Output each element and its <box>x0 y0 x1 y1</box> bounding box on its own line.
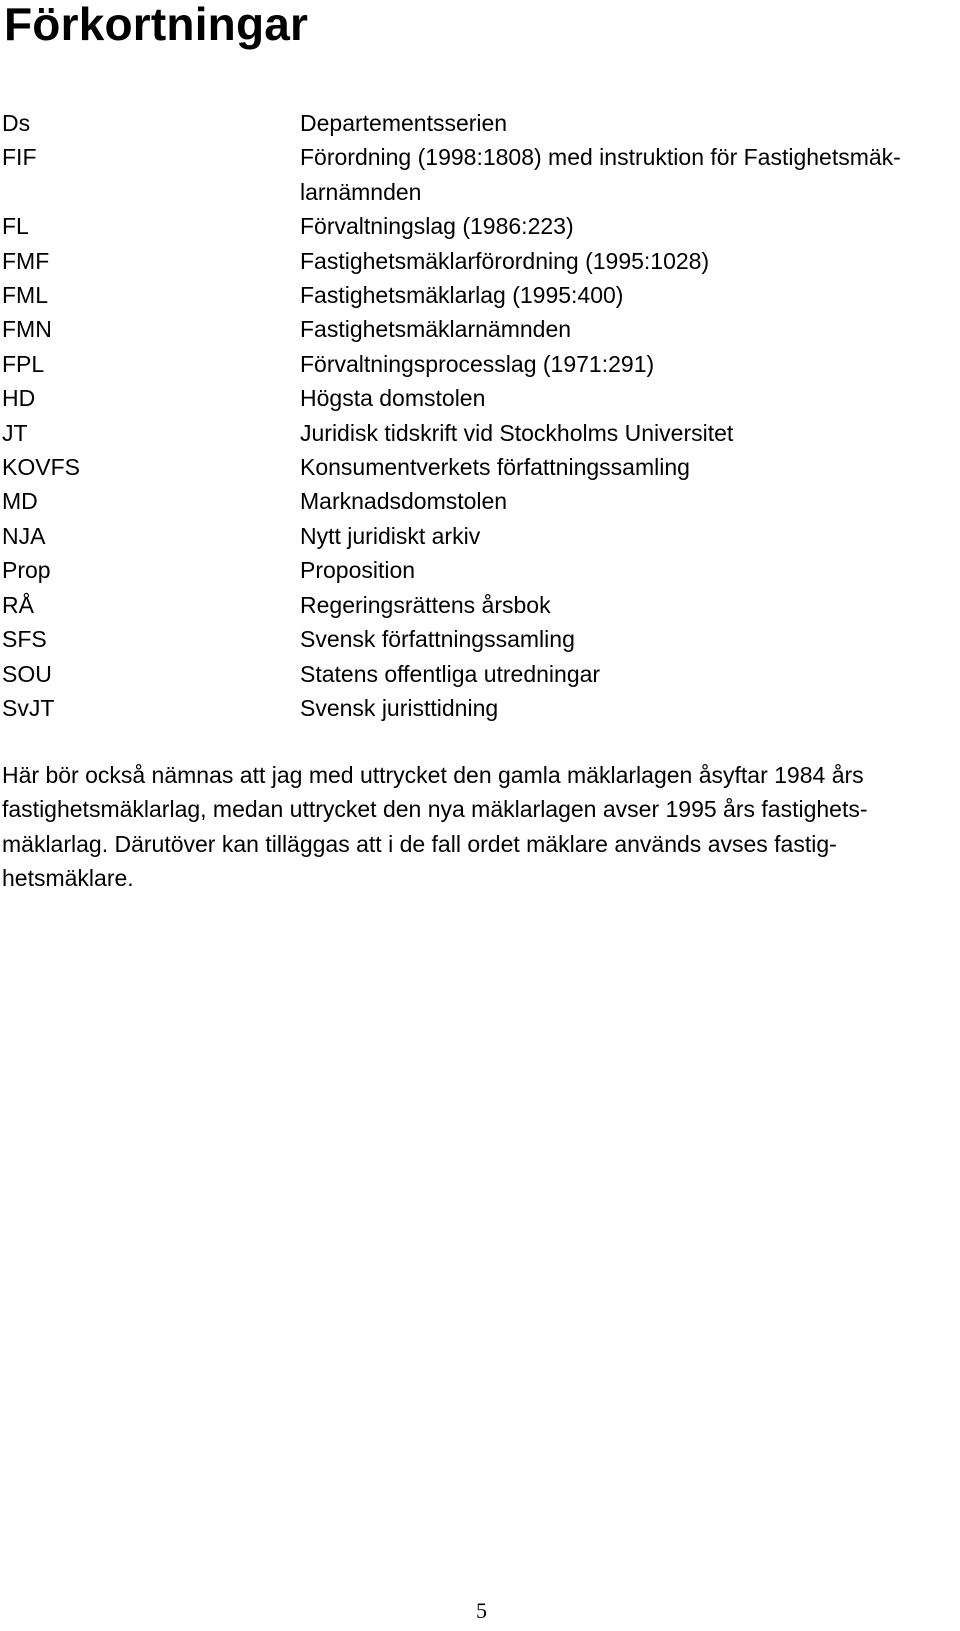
abbreviation-row <box>2 622 952 656</box>
abbreviation-row <box>2 588 952 622</box>
abbreviation-definition: Proposition <box>300 557 416 584</box>
abbreviation-definition: Nytt juridiskt arkiv <box>300 522 481 549</box>
abbreviation-term: Ds <box>2 110 31 136</box>
page-title: Förkortningar <box>4 0 309 50</box>
abbreviation-term: HD <box>2 385 36 412</box>
abbreviation-definition: Svensk juristtidning <box>300 694 499 721</box>
abbreviation-definition: Statens offentliga utredningar <box>300 660 601 687</box>
abbreviation-list <box>2 106 952 725</box>
abbreviation-term: KOVFS <box>2 454 80 481</box>
abbreviation-definition: Högsta domstolen <box>300 385 486 412</box>
abbreviation-row <box>2 140 952 209</box>
abbreviation-term: FML <box>2 282 48 309</box>
abbreviation-row <box>2 347 952 381</box>
abbreviation-definition: Marknadsdomstolen <box>300 488 508 515</box>
abbreviation-definition: Förvaltningslag (1986:223) <box>300 213 574 240</box>
body-paragraph: Här bör också nämnas att jag med uttrycket den gamla mäklarlagen åsyftar 1984 års fastighetsmäklarlag, medan uttrycket den nya mäklarlagen avser 1995 års fastighets- mäklarlag. Därutöver kan tilläggas att i de fall ordet mäklare används avses fastig- hetsmäklare. <box>2 762 868 892</box>
abbreviation-row <box>2 312 952 346</box>
abbreviation-row <box>2 209 952 243</box>
abbreviation-term: SOU <box>2 660 52 687</box>
abbreviation-row <box>2 691 952 725</box>
abbreviation-definition: Förvaltningsprocesslag (1971:291) <box>300 350 655 377</box>
abbreviation-term: FPL <box>2 350 45 377</box>
abbreviation-term: FMN <box>2 316 52 343</box>
abbreviation-row <box>2 657 952 691</box>
abbreviation-term: Prop <box>2 557 51 584</box>
abbreviation-row <box>2 484 952 518</box>
abbreviation-definition: Regeringsrättens årsbok <box>300 591 551 618</box>
abbreviation-row <box>2 519 952 553</box>
abbreviation-term: FIF <box>2 144 37 171</box>
abbreviation-row <box>2 244 952 278</box>
abbreviation-definition: Fastighetsmäklarförordning (1995:1028) <box>300 247 710 274</box>
abbreviation-term: FL <box>2 213 29 240</box>
abbreviation-term: FMF <box>2 247 50 274</box>
abbreviation-row <box>2 416 952 450</box>
abbreviation-term: SvJT <box>2 694 55 721</box>
abbreviation-definition: Fastighetsmäklarlag (1995:400) <box>300 282 624 309</box>
abbreviation-row <box>2 278 952 312</box>
abbreviation-definition: Konsumentverkets författningssamling <box>300 454 690 481</box>
abbreviation-definition: Departementsserien <box>300 110 508 136</box>
abbreviation-term: RÅ <box>2 591 34 618</box>
abbreviation-definition: Svensk författningssamling <box>300 626 575 653</box>
abbreviation-definition: Fastighetsmäklarnämnden <box>300 316 572 343</box>
page-number: 5 <box>476 1598 487 1623</box>
abbreviation-term: NJA <box>2 522 46 549</box>
abbreviation-definition: Juridisk tidskrift vid Stockholms Universitet <box>300 419 734 446</box>
abbreviation-term: MD <box>2 488 38 515</box>
abbreviation-row <box>2 450 952 484</box>
abbreviation-row <box>2 553 952 587</box>
abbreviation-term: JT <box>2 419 28 446</box>
abbreviation-definition: Förordning (1998:1808) med instruktion för Fastighetsmäk- larnämnden <box>300 144 901 205</box>
abbreviation-row <box>2 381 952 415</box>
abbreviation-term: SFS <box>2 626 47 653</box>
abbreviation-row <box>2 106 952 140</box>
